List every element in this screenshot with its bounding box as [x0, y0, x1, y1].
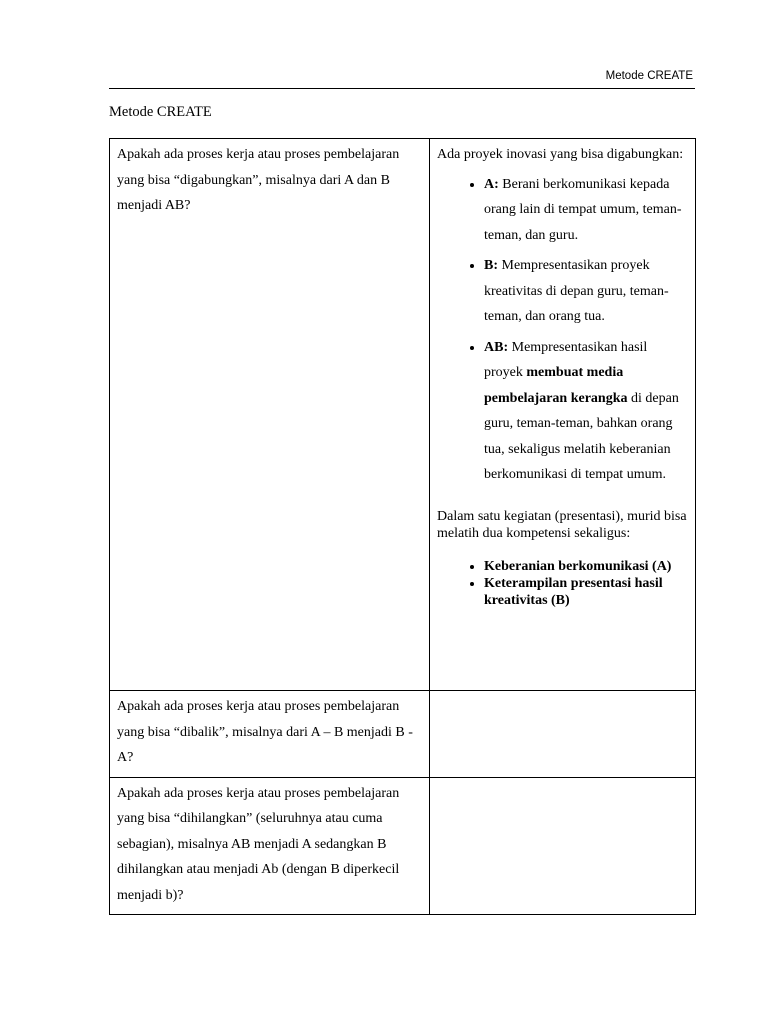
list-item: • Keterampilan presentasi hasil kreativitas (B) [484, 575, 688, 609]
table-row [110, 139, 696, 691]
item-text: Berani berkomunikasi kepada orang lain di tempat umum, teman-teman, dan guru. [484, 176, 682, 243]
item-label: A: [484, 176, 499, 192]
list-item [484, 172, 688, 249]
header-text: Metode CREATE [605, 70, 693, 82]
table-row [110, 777, 696, 915]
page-header [109, 68, 695, 89]
question-cell [110, 691, 430, 778]
question-text: Apakah ada proses kerja atau proses pembelajaran yang bisa “dihilangkan” (seluruhnya atau cuma sebagian), misalnya AB menjadi A sedangkan B dihilangkan atau menjadi Ab (dengan B diperkecil menjadi b)? [117, 785, 400, 903]
create-method-table [109, 138, 696, 915]
question-cell [110, 139, 430, 691]
list-item: • Keberanian berkomunikasi (A) [484, 558, 688, 575]
item-bold-text: membuat media pembelajaran kerangka [484, 365, 628, 406]
question-text: Apakah ada proses kerja atau proses pembelajaran yang bisa “dibalik”, misalnya dari A – B menjadi B - A? [117, 699, 413, 765]
answer-cell [430, 139, 696, 691]
combination-list [437, 172, 688, 488]
competency-list [437, 558, 688, 609]
question-text: Apakah ada proses kerja atau proses pembelajaran yang bisa “digabungkan”, misalnya dari A dan B menjadi AB? [117, 147, 400, 213]
document-title: Metode CREATE [109, 104, 212, 120]
answer-intro: Ada proyek inovasi yang bisa digabungkan: [437, 147, 684, 162]
item-label: AB: [484, 339, 509, 355]
item-text: Mempresentasikan proyek kreativitas di depan guru, teman-teman, dan orang tua. [484, 258, 669, 324]
list-item [484, 335, 688, 488]
summary-text: Dalam satu kegiatan (presentasi), murid bisa melatih dua kompetensi sekaligus: [437, 508, 687, 541]
answer-cell [430, 691, 696, 778]
item-text: Mempresentasikan hasil proyek [484, 339, 648, 380]
table-row [110, 691, 696, 778]
list-item [484, 253, 688, 330]
item-text: di depan guru, teman-teman, bahkan orang tua, sekaligus melatih keberanian berkomunikasi di tempat umum. [484, 390, 679, 482]
item-label: B: [484, 258, 498, 273]
answer-cell [430, 777, 696, 915]
question-cell [110, 777, 430, 915]
